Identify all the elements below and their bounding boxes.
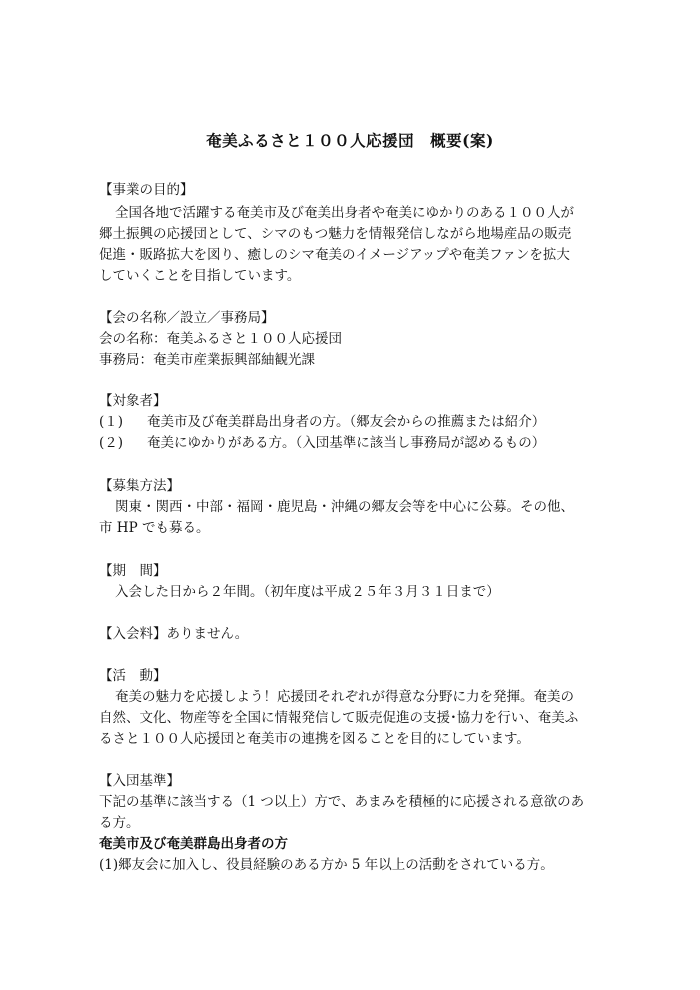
purpose-line-2: 郷土振興の応援団として、シマのもつ魅力を情報発信しながら地場産品の販売 (99, 226, 572, 242)
activity-heading: 【活 動】 (99, 668, 167, 684)
criteria-item-1: (1)郷友会に加入し、役員経験のある方か 5 年以上の活動をされている方。 (99, 857, 554, 873)
target-item-text: 奄美にゆかりがある方。（入団基準に該当し事務局が認めるもの） (147, 435, 546, 451)
target-item-number: (１) (99, 414, 124, 430)
purpose-line-3: 促進・販路拡大を図り、癒しのシマ奄美のイメージアップや奄美ファンを拡大 (99, 247, 570, 263)
activity-line-3: るさと１００人応援団と奄美市の連携を図ることを目的にしています。 (99, 731, 530, 747)
fee-line: 【入会料】ありません。 (99, 626, 249, 642)
activity-line-1: 奄美の魅力を応援しよう！応援団それぞれが得意な分野に力を発揮。奄美の (115, 689, 574, 705)
recruit-line-2: 市 HP でも募る。 (99, 520, 210, 536)
document-title: 奄美ふるさと１００人応援団 概要(案) (206, 131, 494, 150)
period-heading: 【期 間】 (99, 563, 167, 579)
recruit-heading: 【募集方法】 (99, 478, 180, 494)
criteria-subheading: 奄美市及び奄美群島出身者の方 (99, 836, 288, 852)
target-item-2 (99, 433, 605, 453)
target-item-1 (99, 412, 605, 432)
org-name-line: 会の名称：奄美ふるさと１００人応援団 (99, 331, 342, 347)
target-item-text: 奄美市及び奄美群島出身者の方。（郷友会からの推薦または紹介） (147, 414, 546, 430)
target-heading: 【対象者】 (99, 393, 167, 409)
purpose-line-4: していくことを目指しています。 (99, 268, 301, 284)
org-heading: 【会の名称／設立／事務局】 (99, 310, 275, 326)
criteria-heading: 【入団基準】 (99, 773, 180, 789)
criteria-line-2: る方。 (99, 815, 140, 831)
purpose-heading: 【事業の目的】 (99, 182, 194, 198)
recruit-line-1: 関東・関西・中部・福岡・鹿児島・沖縄の郷友会等を中心に公募。その他、 (115, 499, 574, 515)
target-item-number: (２) (99, 435, 124, 451)
activity-line-2: 自然、文化、物産等を全国に情報発信して販売促進の支援･協力を行い、奄美ふ (99, 710, 579, 726)
period-line: 入会した日から２年間。（初年度は平成２５年３月３１日まで） (115, 584, 500, 600)
org-office-line: 事務局：奄美市産業振興部紬観光課 (99, 352, 315, 368)
purpose-line-1: 全国各地で活躍する奄美市及び奄美出身者や奄美にゆかりのある１００人が (115, 205, 574, 221)
criteria-line-1: 下記の基準に該当する（1 つ以上）方で、あまみを積極的に応援される意欲のあ (99, 794, 585, 810)
